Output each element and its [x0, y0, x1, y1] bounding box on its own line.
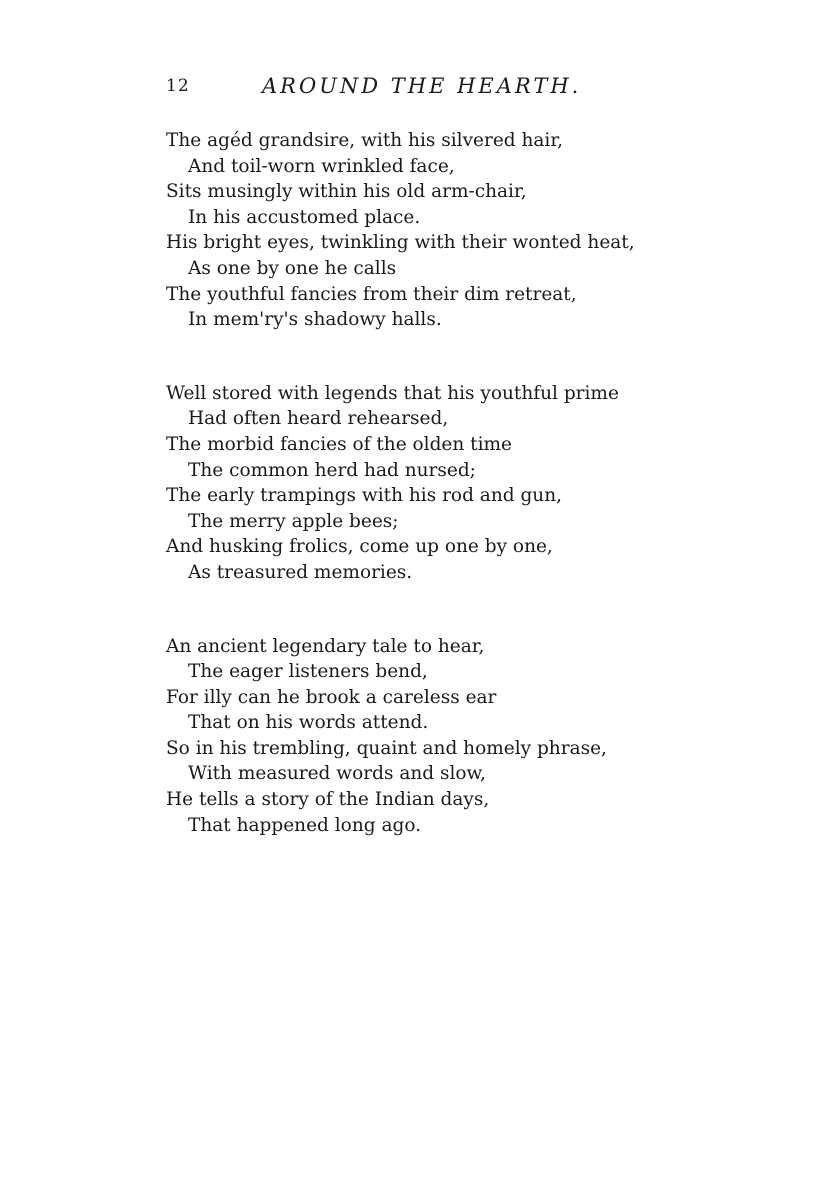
- stanza-2: [166, 381, 726, 586]
- poem-line: With measured words and slow,: [188, 763, 487, 785]
- poem-line: Sits musingly within his old arm-chair,: [166, 181, 527, 203]
- poem-line: And husking frolics, come up one by one,: [166, 536, 553, 558]
- stanza-3: [166, 634, 726, 839]
- poem-line: The early trampings with his rod and gun,: [166, 485, 563, 507]
- poem-line: That on his words attend.: [188, 712, 429, 734]
- poem-line: In his accustomed place.: [188, 206, 421, 228]
- poem-line: So in his trembling, quaint and homely phrase,: [166, 737, 607, 759]
- poem-line: The merry apple bees;: [188, 510, 399, 532]
- poem-line: Had often heard rehearsed,: [188, 408, 449, 430]
- running-title: AROUND THE HEARTH.: [262, 74, 582, 98]
- poem-line: The eager listeners bend,: [188, 661, 428, 683]
- poem-line: That happened long ago.: [188, 814, 422, 836]
- poem-line: In mem'ry's shadowy halls.: [188, 309, 442, 331]
- poem-line: The youthful fancies from their dim retreat,: [166, 283, 577, 305]
- poem-line: For illy can he brook a careless ear: [166, 686, 497, 708]
- poem: [166, 128, 726, 886]
- poem-line: And toil-worn wrinkled face,: [188, 155, 455, 177]
- poem-line: He tells a story of the Indian days,: [166, 789, 490, 811]
- poem-line: His bright eyes, twinkling with their wonted heat,: [166, 232, 635, 254]
- poem-line: Well stored with legends that his youthful prime: [166, 382, 619, 404]
- stanza-1: [166, 128, 726, 333]
- poem-line: An ancient legendary tale to hear,: [166, 635, 485, 657]
- running-head: [166, 76, 686, 106]
- poem-line: The morbid fancies of the olden time: [166, 433, 513, 455]
- poem-line: As one by one he calls: [188, 257, 397, 279]
- page-number: 12: [166, 76, 190, 96]
- poem-line: The agéd grandsire, with his silvered hair,: [166, 130, 564, 151]
- poem-line: As treasured memories.: [188, 561, 413, 583]
- poem-line: The common herd had nursed;: [188, 459, 476, 481]
